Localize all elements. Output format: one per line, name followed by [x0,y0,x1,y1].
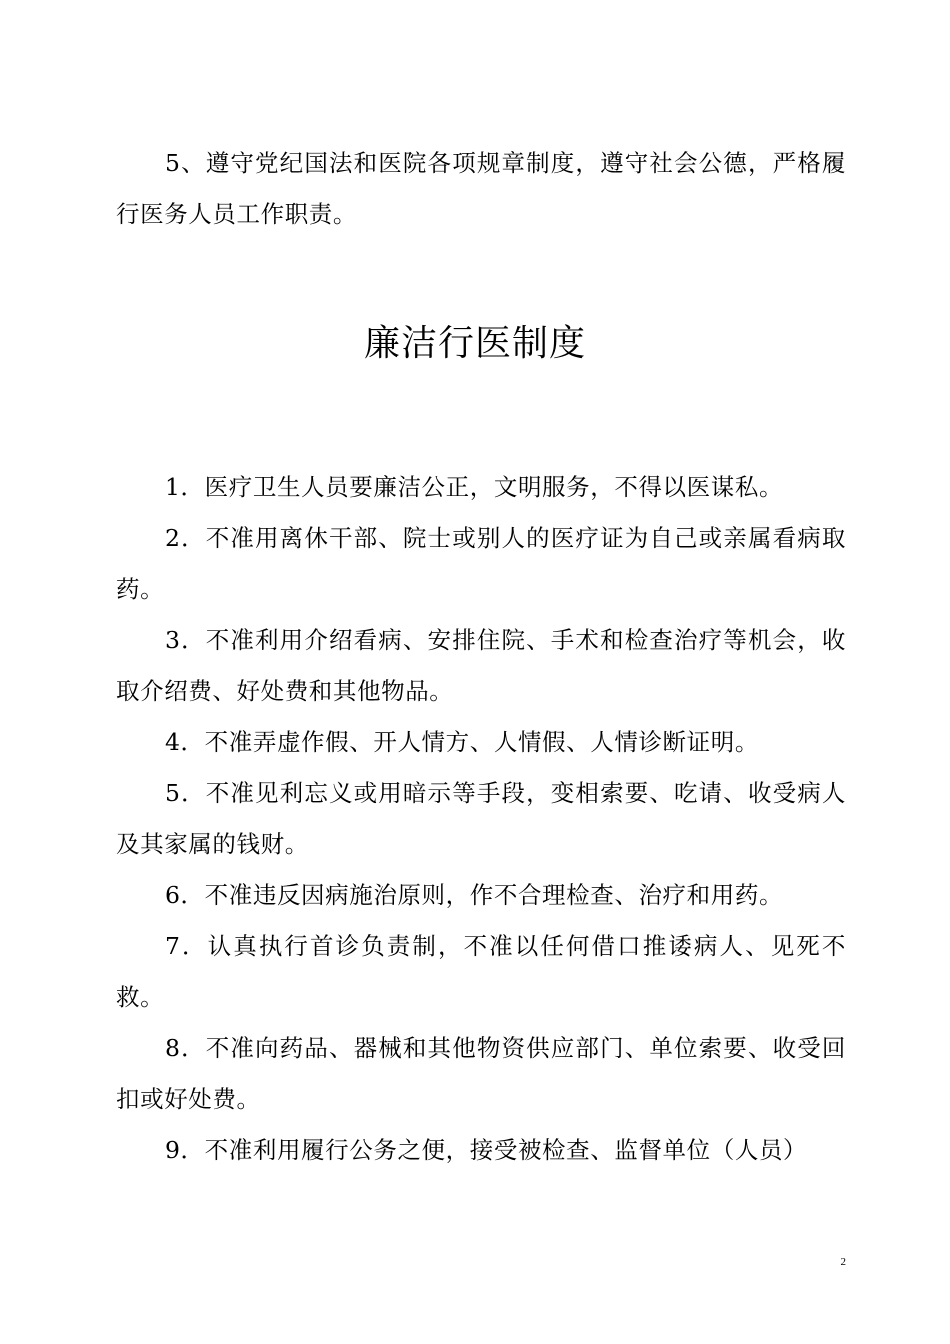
list-item-3: 3．不准利用介绍看病、安排住院、手术和检查治疗等机会，收取介绍费、好处费和其他物品。 [116,626,846,705]
list-item-1: 1．医疗卫生人员要廉洁公正，文明服务，不得以医谋私。 [165,473,784,501]
list-item-5: 5．不准见利忘义或用暗示等手段，变相索要、吃请、收受病人及其家属的钱财。 [116,779,846,858]
list-item-9: 9．不准利用履行公务之便，接受被检查、监督单位（人员） [165,1136,808,1164]
page-number: 2 [840,1256,846,1268]
intro-paragraph: 5、遵守党纪国法和医院各项规章制度，遵守社会公德，严格履行医务人员工作职责。 [116,149,846,228]
section-title: 廉洁行医制度 [363,323,586,364]
list-item-7: 7．认真执行首诊负责制，不准以任何借口推诿病人、见死不救。 [116,932,846,1011]
list-item-6: 6．不准违反因病施治原则，作不合理检查、治疗和用药。 [165,881,784,909]
list-item-8: 8．不准向药品、器械和其他物资供应部门、单位索要、收受回扣或好处费。 [116,1034,846,1113]
list-item-2: 2．不准用离休干部、院士或别人的医疗证为自己或亲属看病取药。 [116,524,846,603]
list-item-4: 4．不准弄虚作假、开人情方、人情假、人情诊断证明。 [165,728,759,756]
